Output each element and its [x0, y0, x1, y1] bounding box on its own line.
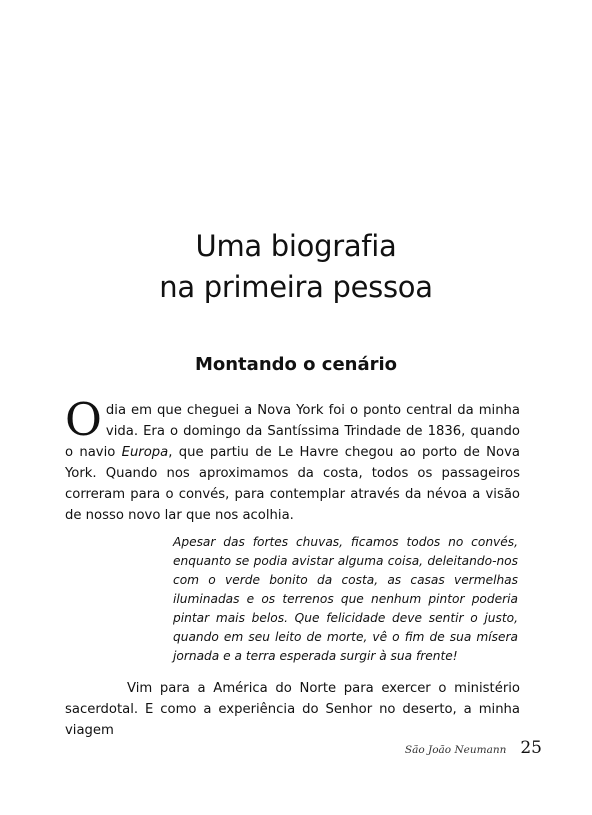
page-number: 25 [520, 738, 542, 758]
page-footer [405, 738, 542, 762]
ship-name: Europa [121, 445, 169, 460]
running-footer-author: São João Neumann [404, 744, 507, 756]
opening-paragraph [65, 393, 520, 526]
second-paragraph: Vim para a América do Norte para exercer o ministério sacerdotal. E como a experiência do Senhor no deserto, a minha viagem [65, 681, 520, 738]
opening-paragraph-text-a: dia em que cheguei a Nova York foi o ponto central da minha vida. Era o domingo da Santíssima Trindade de 1836, quando o navio [65, 403, 520, 460]
section-heading: Montando o cenário [194, 354, 398, 375]
chapter-title [0, 226, 592, 308]
chapter-title-line-2: na primeira pessoa [159, 270, 433, 304]
block-quote: Apesar das fortes chuvas, ficamos todos no convés, enquanto se podia avistar alguma coisa, deleitando-nos com o verde bonito da costa, as casas vermelhas iluminadas e os terrenos que nenhum pintor poderia pintar mais belos. Que felicidade deve sentir o justo, quando em seu leito de morte, vê o fim de sua mísera jornada e a terra esperada surgir à sua frente! [173, 535, 518, 663]
drop-cap: O [65, 393, 102, 446]
opening-paragraph-text-b: , que partiu de Le Havre chegou ao porto de Nova York. Quando nos aproximamos da costa, todos os passageiros correram para o convés, para contemplar através da névoa a visão de nosso novo lar que nos acolhia. [65, 445, 520, 523]
chapter-title-line-1: Uma biografia [195, 229, 397, 263]
